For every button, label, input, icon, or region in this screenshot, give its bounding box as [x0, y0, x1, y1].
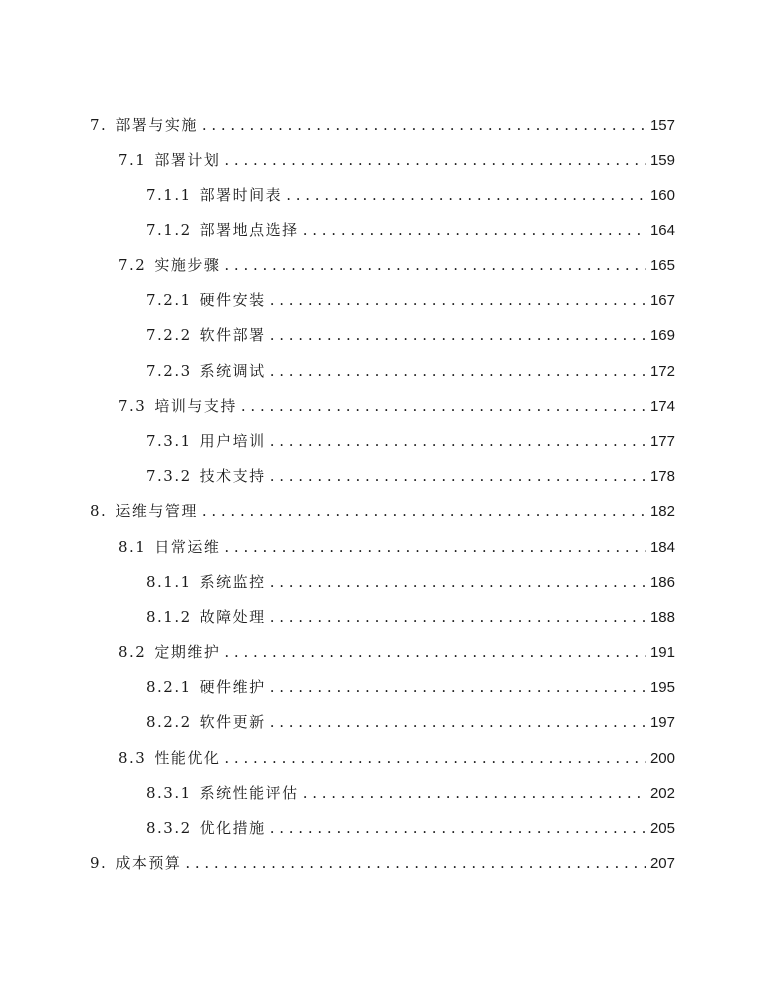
toc-entry-number: 9.	[90, 854, 108, 872]
toc-entry[interactable]	[146, 711, 675, 733]
dot-leader	[224, 256, 646, 274]
toc-entry-page: 195	[649, 679, 675, 696]
dot-leader	[241, 397, 646, 415]
toc-entry-number: 8.2.2	[146, 713, 192, 731]
toc-entry[interactable]	[118, 536, 675, 558]
toc-entry[interactable]	[146, 571, 675, 593]
toc-entry-title: 性能优化	[154, 749, 221, 767]
toc-entry-title: 故障处理	[199, 608, 266, 626]
toc-entry[interactable]	[118, 395, 675, 417]
toc-entry-number: 7.2	[118, 256, 147, 274]
dot-leader	[270, 819, 646, 837]
toc-entry-number: 7.1	[118, 151, 147, 169]
toc-entry-page: 177	[649, 433, 675, 450]
toc-entry-title: 部署与实施	[115, 116, 198, 134]
toc-entry[interactable]	[90, 500, 675, 522]
toc-entry-page: 157	[649, 117, 675, 134]
toc-entry[interactable]	[146, 676, 675, 698]
dot-leader	[270, 713, 646, 731]
dot-leader	[270, 608, 646, 626]
dot-leader	[270, 362, 646, 380]
toc-entry-title: 系统性能评估	[199, 784, 299, 802]
toc-entry-page: 205	[649, 820, 675, 837]
toc-entry-number: 8.2	[118, 643, 147, 661]
dot-leader	[303, 784, 646, 802]
toc-entry-page: 160	[649, 187, 675, 204]
dot-leader	[224, 538, 646, 556]
toc-entry[interactable]	[90, 852, 675, 874]
toc-entry-number: 7.2.2	[146, 326, 192, 344]
toc-entry-page: 188	[649, 609, 675, 626]
toc-entry-title: 用户培训	[199, 432, 266, 450]
toc-entry[interactable]	[146, 782, 675, 804]
toc-entry[interactable]	[146, 817, 675, 839]
toc-entry-page: 197	[649, 714, 675, 731]
toc-entry[interactable]	[146, 219, 675, 241]
toc-entry-title: 系统监控	[199, 573, 266, 591]
toc-entry-number: 7.	[90, 116, 108, 134]
toc-entry-number: 7.3.2	[146, 467, 192, 485]
toc-entry[interactable]	[118, 254, 675, 276]
toc-entry-title: 培训与支持	[154, 397, 237, 415]
toc-entry[interactable]	[118, 149, 675, 171]
toc-entry-number: 7.3	[118, 397, 147, 415]
toc-entry-page: 207	[649, 855, 675, 872]
dot-leader	[202, 502, 646, 520]
toc-entry-page: 184	[649, 539, 675, 556]
toc-entry-title: 硬件维护	[199, 678, 266, 696]
toc-entry-number: 8.	[90, 502, 108, 520]
toc-entry-title: 优化措施	[199, 819, 266, 837]
toc-entry-number: 8.1.2	[146, 608, 192, 626]
dot-leader	[270, 678, 646, 696]
toc-entry[interactable]	[146, 324, 675, 346]
dot-leader	[202, 116, 646, 134]
toc-entry-number: 8.3.2	[146, 819, 192, 837]
toc-entry-number: 8.1	[118, 538, 147, 556]
toc-entry-number: 7.2.3	[146, 362, 192, 380]
toc-entry[interactable]	[90, 114, 675, 136]
toc-entry-title: 系统调试	[199, 362, 266, 380]
toc-entry-title: 部署时间表	[199, 186, 283, 204]
dot-leader	[270, 467, 646, 485]
toc-entry[interactable]	[146, 465, 675, 487]
toc-entry-page: 167	[649, 292, 675, 309]
toc-entry[interactable]	[118, 747, 675, 769]
toc-entry-title: 软件部署	[199, 326, 266, 344]
dot-leader	[270, 432, 646, 450]
toc-entry-number: 7.1.2	[146, 221, 192, 239]
dot-leader	[270, 291, 646, 309]
toc-entry-page: 178	[649, 468, 675, 485]
toc-entry[interactable]	[146, 606, 675, 628]
toc-entry-page: 191	[649, 644, 675, 661]
toc-entry-title: 硬件安装	[199, 291, 266, 309]
dot-leader	[224, 643, 646, 661]
toc-entry-page: 186	[649, 574, 675, 591]
toc-entry[interactable]	[146, 184, 675, 206]
toc-entry-page: 174	[649, 398, 675, 415]
toc-entry-title: 技术支持	[199, 467, 266, 485]
dot-leader	[270, 573, 646, 591]
toc-entry-title: 实施步骤	[154, 256, 221, 274]
toc-entry-number: 8.2.1	[146, 678, 192, 696]
toc-entry[interactable]	[146, 360, 675, 382]
toc-entry-title: 部署地点选择	[199, 221, 299, 239]
toc-entry-page: 164	[649, 222, 675, 239]
toc-entry-number: 8.1.1	[146, 573, 192, 591]
toc-entry[interactable]	[118, 641, 675, 663]
dot-leader	[303, 221, 646, 239]
toc-entry-title: 日常运维	[154, 538, 221, 556]
toc-entry-title: 运维与管理	[115, 502, 198, 520]
toc-entry-number: 8.3.1	[146, 784, 192, 802]
toc-entry-title: 定期维护	[154, 643, 221, 661]
dot-leader	[185, 854, 646, 872]
toc-entry-number: 7.3.1	[146, 432, 192, 450]
dot-leader	[224, 151, 646, 169]
toc-entry[interactable]	[146, 289, 675, 311]
toc-entry-page: 172	[649, 363, 675, 380]
dot-leader	[224, 749, 646, 767]
toc-entry-title: 成本预算	[115, 854, 182, 872]
toc-entry-page: 182	[649, 503, 675, 520]
toc-entry-number: 7.2.1	[146, 291, 192, 309]
toc-entry-page: 169	[649, 327, 675, 344]
toc-entry-page: 200	[649, 750, 675, 767]
toc-entry-page: 165	[649, 257, 675, 274]
toc-entry-number: 8.3	[118, 749, 147, 767]
toc-entry-title: 软件更新	[199, 713, 266, 731]
toc-entry-page: 202	[649, 785, 675, 802]
dot-leader	[270, 326, 646, 344]
toc-entry[interactable]	[146, 430, 675, 452]
toc-entry-title: 部署计划	[154, 151, 221, 169]
toc-entry-page: 159	[649, 152, 675, 169]
dot-leader	[286, 186, 646, 204]
toc-entry-number: 7.1.1	[146, 186, 192, 204]
